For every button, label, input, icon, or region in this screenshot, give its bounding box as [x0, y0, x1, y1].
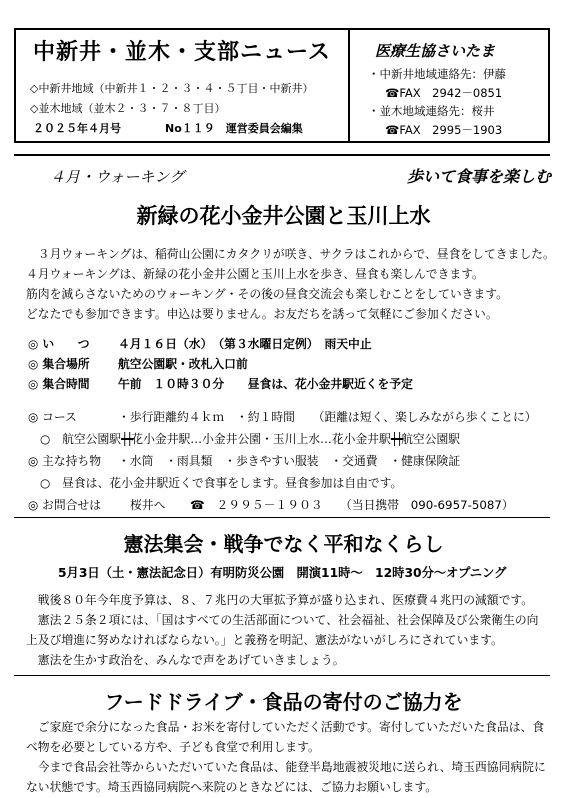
date-value: ４月１６日（水） （第３水曜日定例） 雨天中止 [118, 337, 372, 351]
divider [14, 675, 550, 676]
walking-headline: 新緑の花小金井公園と玉川上水 [136, 204, 431, 228]
food-para-4: ない状態です。埼玉西協同病院へ来院のときなどには、ご協力お願いします。 [26, 780, 438, 794]
kenpo-para-4: 憲法を生かす政治を、みんなで声をあげていきましょう。 [26, 653, 345, 667]
section-slogan: 歩いて食事を楽しむ [406, 167, 551, 186]
inquiry-tel: ☎ ２９９５－１９０３ [190, 498, 323, 512]
rail-icon: ┿┿ [390, 432, 402, 446]
kenpo-event: 5月3日（土・憲法記念日）有明防災公園 開演11時～ 12時30分～オプニング [58, 566, 507, 580]
lunch-note: ○ 昼食は、花小金井駅近くで食事をします。昼食参加は自由です。 [40, 476, 403, 490]
kenpo-para-2: 憲法２５条２項には、「国はすべての生活部面について、社会福祉、社会保障及び公衆衛生の向 [26, 613, 539, 627]
section-title: ４月・ウォーキング [50, 168, 184, 186]
walking-para-3: 筋肉を減らさないためのウォーキング・その後の昼食交流会も楽しむことをしていきます。 [26, 287, 508, 301]
walking-para-4: どなたでも参加できます。申込は要りません。お友だちを誘って気軽にご参加ください。 [26, 307, 498, 321]
issue-line: ２０２５年４月号 No１１９ 運営委員会編集 [33, 122, 303, 135]
area-nakaarai: ◇中新井地域（中新井１・２・３・４・５丁目・中新井） [30, 82, 314, 95]
route-end: 航空公園駅 [401, 432, 461, 446]
kenpo-para-3: 上及び増進に努めなければならない。」と義務を明記、憲法がないがしろにされています。 [26, 633, 503, 647]
walking-para-2: ４月ウォーキングは、新緑の花小金井公園と玉川上水を歩き、昼食も楽しんできます。 [26, 267, 484, 281]
inquiry-name: 桜井へ [130, 498, 166, 512]
food-para-2: べ物を必要としている方や、子ども食堂で利用します。 [26, 740, 320, 754]
inquiry-mobile: （当日携帯 090-6957-5087） [340, 498, 514, 512]
place-label: ◎ 集合場所 [28, 357, 90, 371]
divider [14, 154, 550, 156]
time-label: ◎ 集合時間 [28, 377, 90, 391]
course-value: ・歩行距離約４ｋｍ ・約１時間 （距離は短く、楽しみながら歩くことに） [118, 410, 537, 424]
kenpo-headline: 憲法集会・戦争でなく平和なくらし [123, 532, 444, 556]
rail-icon: ┿┿ [121, 432, 132, 446]
inquiry-label: ◎ お問合せは [28, 498, 102, 512]
items-value: ・水筒 ・雨具類 ・歩きやすい服装 ・交通費 ・健康保険証 [118, 454, 461, 468]
area-namiki: ◇並木地域（並木２・３・７・８丁目） [30, 102, 226, 115]
items-label: ◎ 主な持ち物 [28, 454, 102, 468]
date-label: ◎ い つ [28, 337, 90, 351]
route-line [40, 430, 460, 447]
food-headline: フードドライブ・食品の寄付のご協力を [104, 690, 463, 714]
food-para-3: 今まで食品会社等からいただいていた食品は、能登半島地震被災地に送られ、埼玉西協同病院に [26, 760, 546, 774]
place-value: 航空公園駅・改札入口前 [118, 357, 248, 371]
fax-namiki: ☎FAX 2995－1903 [385, 123, 503, 137]
food-para-1: ご家庭で余分になった食品・お米を寄付していただく活動です。寄付していただいた食品は、食 [26, 720, 545, 734]
route-middle: 花小金井駅…小金井公園・玉川上水…花小金井駅 [131, 432, 391, 446]
contact-namiki: ・並木地域連絡先：桜井 [368, 104, 495, 118]
course-label: ◎ コース [28, 410, 77, 424]
walking-para-1: ３月ウォーキングは、稲荷山公園にカタクリが咲き、サクラはこれからで、昼食をしてきました。 [26, 247, 555, 261]
fax-nakaarai: ☎FAX 2942－0851 [385, 86, 503, 100]
route-start: ○ 航空公園駅 [40, 432, 122, 446]
newsletter-title: 中新井・並木・支部ニュース [33, 40, 331, 65]
org-name: 医療生協さいたま [375, 42, 496, 60]
contact-nakaarai: ・中新井地域連絡先：伊藤 [368, 67, 506, 81]
divider [14, 517, 550, 518]
kenpo-para-1: 戦後８０年今年度予算は、８、７兆円の大軍拡予算が盛り込まれ、医療費４兆円の減額です。 [26, 593, 534, 607]
time-value: 午前 １０時３０分 昼食は、花小金井駅近くを予定 [118, 377, 413, 391]
